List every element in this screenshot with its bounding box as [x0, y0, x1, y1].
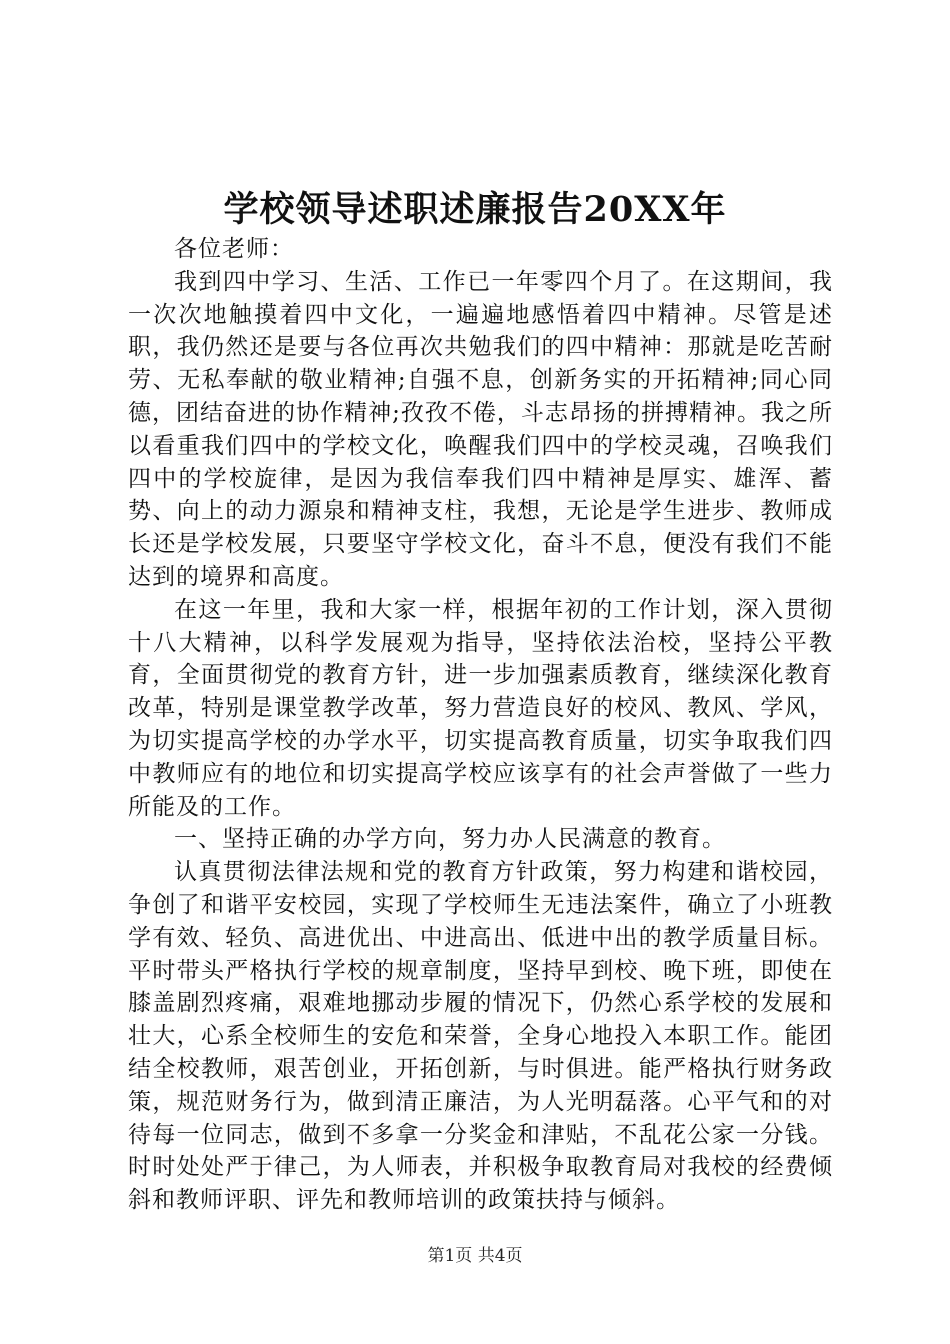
document-title: 学校领导述职述廉报告20XX年 — [223, 189, 727, 230]
document-body — [128, 233, 833, 1217]
salutation: 各位老师： — [174, 236, 294, 262]
paragraph-year-work: 在这一年里，我和大家一样，根据年初的工作计划，深入贯彻十八大精神，以科学发展观为指导，坚持依法治校，坚持公平教育，全面贯彻党的教育方针，进一步加强素质教育，继续深化教育改革，特别是课堂教学改革，努力营造良好的校风、教风、学风，为切实提高学校的办学水平，切实提高教育质量，切实争取我们四中教师应有的地位和切实提高学校应该享有的社会声誉做了一些力所能及的工作。 — [128, 596, 833, 820]
paragraph-section-one: 认真贯彻法律法规和党的教育方针政策，努力构建和谐校园，争创了和谐平安校园，实现了学校师生无违法案件，确立了小班教学有效、轻负、高进优出、中进高出、低进中出的教学质量目标。平时带头严格执行学校的规章制度，坚持早到校、晚下班，即使在膝盖剧烈疼痛，艰难地挪动步履的情况下，仍然心系学校的发展和壮大，心系全校师生的安危和荣誉，全身心地投入本职工作。能团结全校教师，艰苦创业，开拓创新，与时俱进。能严格执行财务政策，规范财务行为，做到清正廉洁，为人光明磊落。心平气和的对待每一位同志，做到不多拿一分奖金和津贴，不乱花公家一分钱。时时处处严于律己，为人师表，并积极争取教育局对我校的经费倾斜和教师评职、评先和教师培训的政策扶持与倾斜。 — [128, 859, 833, 1214]
section-heading: 一、坚持正确的办学方向，努力办人民满意的教育。 — [174, 826, 726, 853]
page-number-footer: 第1页 共4页 — [427, 1246, 523, 1266]
paragraph-intro: 我到四中学习、生活、工作已一年零四个月了。在这期间，我一次次地触摸着四中文化，一遍遍地感悟着四中精神。尽管是述职，我仍然还是要与各位再次共勉我们的四中精神：那就是吃苦耐劳、无私奉献的敬业精神;自强不息，创新务实的开拓精神;同心同德，团结奋进的协作精神;孜孜不倦，斗志昂扬的拼搏精神。我之所以看重我们四中的学校文化，唤醒我们四中的学校灵魂，召唤我们四中的学校旋律，是因为我信奉我们四中精神是厚实、雄浑、蓄势、向上的动力源泉和精神支柱，我想，无论是学生进步、教师成长还是学校发展，只要坚守学校文化，奋斗不息，便没有我们不能达到的境界和高度。 — [128, 268, 833, 590]
